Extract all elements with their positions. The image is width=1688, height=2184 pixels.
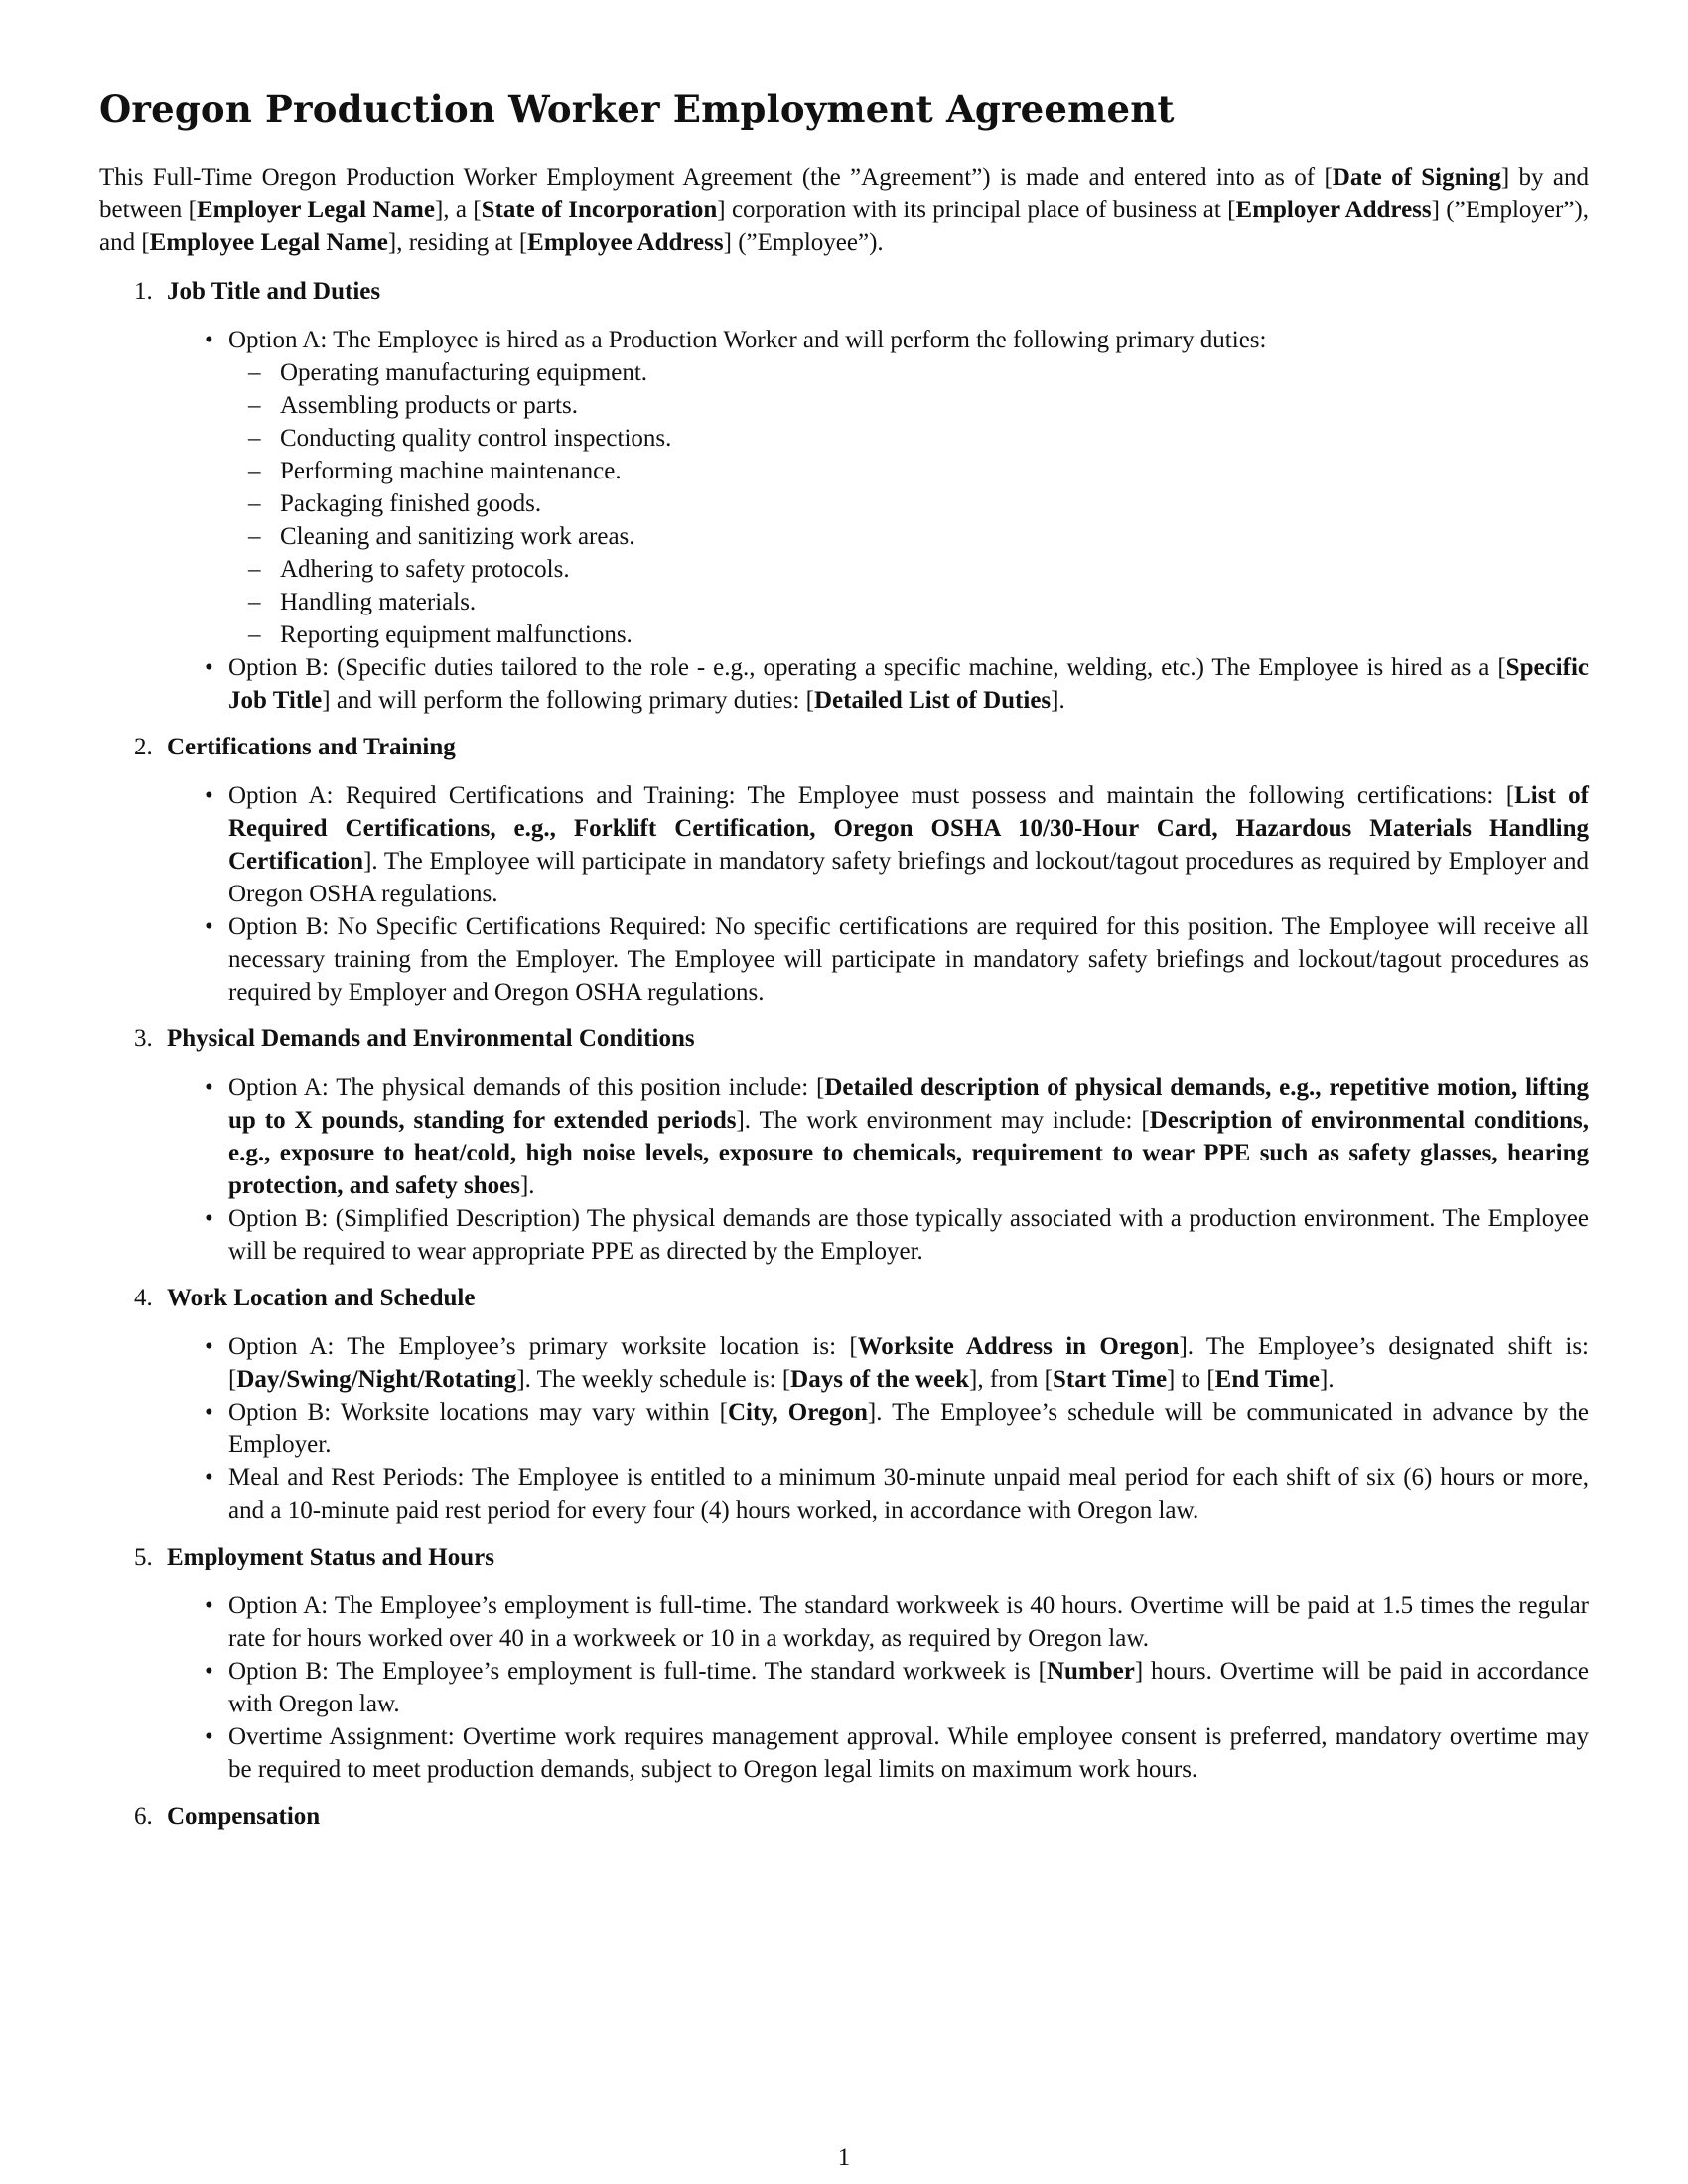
section-heading [134,731,1589,763]
placeholder-state: State of Incorporation [481,197,718,223]
placeholder-employee-address: Employee Address [527,229,724,256]
section-title: Job Title and Duties [167,278,381,305]
duty-text: Operating manufacturing equipment. [280,359,648,386]
duty-text: Performing machine maintenance. [280,458,622,484]
option-text: Option B: Worksite locations may vary within [ [228,1399,728,1426]
bullet: • [205,1464,213,1491]
duty-text: Adhering to safety protocols. [280,556,570,583]
placeholder: List of Required Certifications, e.g., Forklift Certification, Oregon OSHA 10/30-Hour Card, Hazardous Materials Handling Certification [228,782,1589,875]
dash: – [248,392,261,419]
dash: – [248,589,261,615]
option-text: ] hours. Overtime will be paid in accordance with Oregon law. [228,1658,1589,1717]
duty-text: Cleaning and sanitizing work areas. [280,523,635,550]
duty-item [228,553,1589,586]
section-number: 3. [134,1025,153,1052]
section-heading [134,1800,1589,1833]
bullet: • [205,1658,213,1685]
placeholder: Number [1046,1658,1135,1685]
placeholder: Specific Job Title [228,654,1589,714]
meal-rest-periods [205,1461,1589,1527]
option-text: Overtime Assignment: Overtime work requires management approval. While employee consent is preferred, mandatory overtime may be required to meet production demands, subject to Oregon legal limits on maximum work hours. [228,1723,1589,1783]
placeholder: Days of the week [790,1366,969,1393]
placeholder: End Time [1214,1366,1321,1393]
section-number: 1. [134,278,153,305]
duty-item [228,618,1589,651]
option-text: Meal and Rest Periods: The Employee is entitled to a minimum 30-minute unpaid meal period for each shift of six (6) hours or more, and a 10-minute paid rest period for every four (4) hours worked, in accordance with Oregon law. [228,1464,1589,1524]
dash: – [248,490,261,517]
duty-item [228,586,1589,618]
bullet: • [205,1205,213,1232]
options-list [99,1589,1589,1786]
option-text: Option A: The Employee’s employment is full-time. The standard workweek is 40 hours. Overtime will be paid at 1.5 times the regular rate for hours worked over 40 in a workweek or 10 in a workday, as required by Oregon law. [228,1592,1589,1652]
document-title: Oregon Production Worker Employment Agreement [99,87,1175,131]
duty-item [228,389,1589,422]
intro-text: ] corporation with its principal place of business at [ [717,197,1236,223]
option-a [205,1330,1589,1396]
placeholder: Worksite Address in Oregon [857,1333,1180,1360]
options-list [99,1330,1589,1527]
placeholder: City, Oregon [727,1399,868,1426]
section-title: Compensation [167,1803,321,1830]
placeholder: Start Time [1053,1366,1168,1393]
intro-text: ] (”Employer”), and [ [99,197,1589,256]
option-b [205,1202,1589,1268]
option-text: ]. The work environment may include: [ [736,1107,1150,1134]
options-list [99,1071,1589,1268]
section-title: Physical Demands and Environmental Conditions [167,1025,695,1052]
section-heading [134,1023,1589,1055]
bullet: • [205,327,213,353]
duty-item [228,455,1589,487]
section-job-title-duties [99,275,1589,717]
option-text: Option B: (Specific duties tailored to the role - e.g., operating a specific machine, welding, etc.) The Employee is hired as a [ [228,654,1506,681]
option-a [205,779,1589,910]
section-heading [134,275,1589,308]
intro-text: ] (”Employee”). [723,229,884,256]
placeholder-employer-address: Employer Address [1235,197,1432,223]
placeholder: Detailed description of physical demands, e.g., repetitive motion, lifting up to X pounds, standing for extended periods [228,1074,1589,1134]
bullet: • [205,913,213,940]
section-heading [134,1541,1589,1573]
option-b [205,651,1589,717]
section-physical-demands [99,1023,1589,1268]
overtime-assignment [205,1720,1589,1786]
option-text: ]. The Employee’s schedule will be communicated in advance by the Employer. [228,1399,1589,1458]
option-text: ]. [1051,687,1065,714]
duty-item [228,422,1589,455]
duty-text: Packaging finished goods. [280,490,542,517]
duty-item [228,487,1589,520]
option-b [205,1655,1589,1720]
placeholder-employer: Employer Legal Name [196,197,435,223]
option-text: ] to [ [1167,1366,1215,1393]
section-compensation [99,1800,1589,1833]
intro-text: ], residing at [ [387,229,528,256]
dash: – [248,425,261,452]
placeholder: Detailed List of Duties [813,687,1052,714]
section-certifications-training [99,731,1589,1009]
sections-list [99,275,1589,1833]
page-number: 1 [837,2144,851,2171]
intro-text: ] by and between [ [99,164,1589,223]
placeholder-employee: Employee Legal Name [149,229,388,256]
option-a [205,324,1589,651]
option-b [205,1396,1589,1461]
option-text: Option A: The Employee is hired as a Production Worker and will perform the following primary duties: [228,327,1267,353]
option-text: ], from [ [969,1366,1053,1393]
section-work-location-schedule [99,1282,1589,1527]
duty-text: Reporting equipment malfunctions. [280,621,633,648]
option-text: Option A: The Employee’s primary worksite location is: [ [228,1333,858,1360]
option-text: ]. The Employee’s designated shift is: [ [228,1333,1589,1393]
section-title: Certifications and Training [167,734,456,760]
document-page [99,87,1589,1848]
option-text: ] and will perform the following primary duties: [ [322,687,814,714]
section-heading [134,1282,1589,1314]
duties-list [228,356,1589,651]
option-b [205,910,1589,1009]
dash: – [248,556,261,583]
dash: – [248,523,261,550]
dash: – [248,621,261,648]
options-list [99,324,1589,717]
option-a [205,1589,1589,1655]
section-number: 5. [134,1544,153,1570]
duty-item [228,356,1589,389]
bullet: • [205,654,213,681]
placeholder: Description of environmental conditions, e.g., exposure to heat/cold, high noise levels, exposure to chemicals, requirement to wear PPE such as safety glasses, hearing protection, and safety shoes [228,1107,1590,1199]
option-text: ]. The Employee will participate in mandatory safety briefings and lockout/tagout procedures as required by Employer and Oregon OSHA regulations. [228,848,1589,907]
bullet: • [205,1074,213,1101]
intro-text: ], a [ [434,197,482,223]
option-a [205,1071,1590,1202]
duty-text: Assembling products or parts. [280,392,578,419]
bullet: • [205,782,213,809]
duty-text: Conducting quality control inspections. [280,425,672,452]
section-number: 6. [134,1803,153,1830]
option-text: Option B: No Specific Certifications Required: No specific certifications are required for this position. The Employee will receive all necessary training from the Employer. The Employee will participate in mandatory safety briefings and lockout/tagout procedures as required by Employer and Oregon OSHA regulations. [228,913,1589,1006]
placeholder-date: Date of Signing [1332,164,1501,191]
option-text: Option B: (Simplified Description) The physical demands are those typically associated with a production environment. The Employee will be required to wear appropriate PPE as directed by the Employer. [228,1205,1589,1265]
dash: – [248,458,261,484]
placeholder: Day/Swing/Night/Rotating [236,1366,517,1393]
dash: – [248,359,261,386]
intro-text: This Full-Time Oregon Production Worker Employment Agreement (the ”Agreement”) is made and entered into as of [ [99,164,1333,191]
duty-text: Handling materials. [280,589,477,615]
section-number: 4. [134,1285,153,1311]
option-text: Option B: The Employee’s employment is full-time. The standard workweek is [ [228,1658,1047,1685]
option-text: ]. The weekly schedule is: [ [516,1366,791,1393]
option-text: Option A: The physical demands of this position include: [ [228,1074,825,1101]
bullet: • [205,1399,213,1426]
section-number: 2. [134,734,153,760]
section-employment-status-hours [99,1541,1589,1786]
intro-paragraph [99,161,1589,259]
bullet: • [205,1333,213,1360]
section-title: Work Location and Schedule [167,1285,476,1311]
option-text: ]. [519,1172,535,1199]
option-text: ]. [1320,1366,1335,1393]
options-list [99,779,1589,1009]
bullet: • [205,1723,213,1750]
duty-item [228,520,1589,553]
option-text: Option A: Required Certifications and Training: The Employee must possess and maintain the following certifications: [ [228,782,1515,809]
section-title: Employment Status and Hours [167,1544,494,1570]
bullet: • [205,1592,213,1619]
